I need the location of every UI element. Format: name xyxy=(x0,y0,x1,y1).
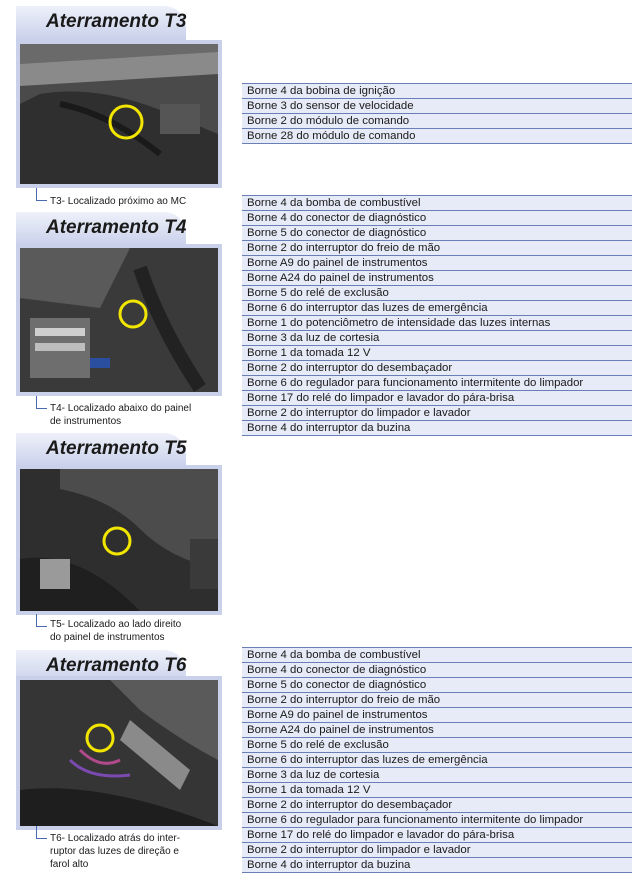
list-item: Borne 2 do interruptor do freio de mão xyxy=(242,241,632,256)
list-item: Borne 4 da bomba de combustível xyxy=(242,196,632,211)
caption-t6 xyxy=(50,832,225,871)
list-item: Borne 1 da tomada 12 V xyxy=(242,346,632,361)
list-item: Borne 1 do potenciômetro de intensidade das luzes internas xyxy=(242,316,632,331)
photo-t5 xyxy=(20,469,218,611)
list-item: Borne 4 da bomba de combustível xyxy=(242,648,632,663)
list-item: Borne A9 do painel de instrumentos xyxy=(242,708,632,723)
caption-t4 xyxy=(50,402,225,428)
caption-line: T4- Localizado abaixo do painel xyxy=(50,403,192,414)
steering-column-photo-t6 xyxy=(20,680,218,826)
list-item: Borne 2 do interruptor do limpador e lavador xyxy=(242,406,632,421)
list-item: Borne 6 do regulador para funcionamento intermitente do limpador xyxy=(242,376,632,391)
photo-frame-t6 xyxy=(16,676,222,830)
pin-list-t3 xyxy=(242,83,632,144)
list-item: Borne 28 do módulo de comando xyxy=(242,129,632,144)
caption-line: farol alto xyxy=(50,859,89,870)
list-item: Borne A24 do painel de instrumentos xyxy=(242,271,632,286)
caption-line: de instrumentos xyxy=(50,416,122,427)
pin-list-t6 xyxy=(242,647,632,873)
photo-t4 xyxy=(20,248,218,392)
list-item: Borne 2 do interruptor do limpador e lavador xyxy=(242,843,632,858)
list-item: Borne 2 do interruptor do desembaçador xyxy=(242,798,632,813)
pin-list-t4 xyxy=(242,195,632,436)
list-item: Borne 2 do interruptor do desembaçador xyxy=(242,361,632,376)
engine-bay-photo-t3 xyxy=(20,44,218,184)
list-item: Borne 6 do interruptor das luzes de emergência xyxy=(242,753,632,768)
list-item: Borne A9 do painel de instrumentos xyxy=(242,256,632,271)
list-item: Borne 17 do relé do limpador e lavador do pára-brisa xyxy=(242,391,632,406)
list-item: Borne 6 do regulador para funcionamento intermitente do limpador xyxy=(242,813,632,828)
caption-line: ruptor das luzes de direção e xyxy=(50,846,179,857)
list-item: Borne 5 do conector de diagnóstico xyxy=(242,226,632,241)
caption-line: T5- Localizado ao lado direito xyxy=(50,619,182,630)
section-title-t3: Aterramento T3 xyxy=(46,11,187,32)
caption-pointer-t4 xyxy=(36,396,47,409)
photo-t6 xyxy=(20,680,218,826)
list-item: Borne 17 do relé do limpador e lavador do pára-brisa xyxy=(242,828,632,843)
section-title-t6: Aterramento T6 xyxy=(46,655,187,676)
section-title-t4: Aterramento T4 xyxy=(46,217,187,238)
list-item: Borne 6 do interruptor das luzes de emergência xyxy=(242,301,632,316)
list-item: Borne 5 do conector de diagnóstico xyxy=(242,678,632,693)
photo-t3 xyxy=(20,44,218,184)
list-item: Borne 5 do relé de exclusão xyxy=(242,286,632,301)
section-header-t5 xyxy=(16,433,186,467)
list-item: Borne 2 do módulo de comando xyxy=(242,114,632,129)
photo-frame-t3 xyxy=(16,40,222,188)
list-item: Borne 4 do interruptor da buzina xyxy=(242,421,632,436)
section-header-t4 xyxy=(16,212,186,246)
list-item: Borne 4 do interruptor da buzina xyxy=(242,858,632,873)
caption-pointer-t3 xyxy=(36,188,47,201)
instrument-panel-side-photo-t5 xyxy=(20,469,218,611)
list-item: Borne A24 do painel de instrumentos xyxy=(242,723,632,738)
photo-frame-t4 xyxy=(16,244,222,396)
caption-pointer-t6 xyxy=(36,826,47,839)
section-header-t3 xyxy=(16,6,186,40)
photo-frame-t5 xyxy=(16,465,222,615)
caption-line: T6- Localizado atrás do inter- xyxy=(50,833,181,844)
list-item: Borne 4 do conector de diagnóstico xyxy=(242,663,632,678)
list-item: Borne 3 da luz de cortesia xyxy=(242,768,632,783)
caption-t5 xyxy=(50,618,225,644)
dashboard-underside-photo-t4 xyxy=(20,248,218,392)
caption-t3: T3- Localizado próximo ao MC xyxy=(50,196,187,207)
section-title-t5: Aterramento T5 xyxy=(46,438,187,459)
list-item: Borne 2 do interruptor do freio de mão xyxy=(242,693,632,708)
list-item: Borne 5 do relé de exclusão xyxy=(242,738,632,753)
list-item: Borne 4 da bobina de ignição xyxy=(242,84,632,99)
list-item: Borne 1 da tomada 12 V xyxy=(242,783,632,798)
list-item: Borne 3 da luz de cortesia xyxy=(242,331,632,346)
caption-pointer-t5 xyxy=(36,614,47,627)
list-item: Borne 3 do sensor de velocidade xyxy=(242,99,632,114)
list-item: Borne 4 do conector de diagnóstico xyxy=(242,211,632,226)
caption-line: do painel de instrumentos xyxy=(50,632,165,643)
